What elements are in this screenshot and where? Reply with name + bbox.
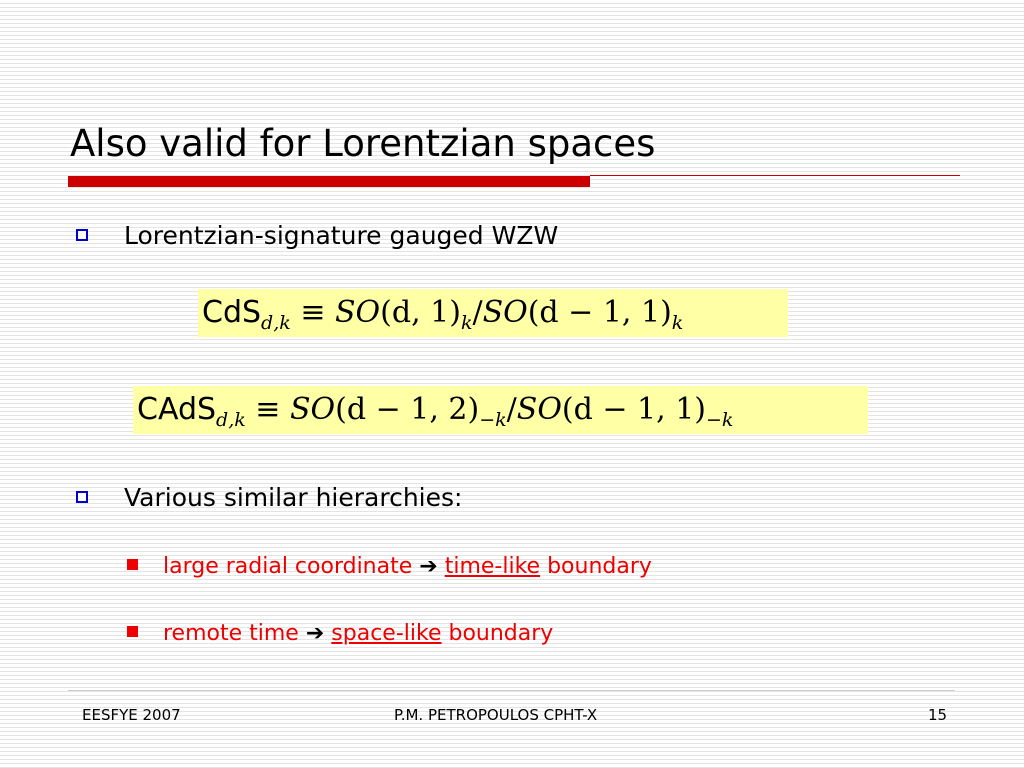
slide-title: Also valid for Lorentzian spaces <box>70 122 656 165</box>
formula-cds: CdS$_{d,k}$ ≡ SO(d, $1)_k/SO(d - 1$, $1)_k$ <box>198 289 788 337</box>
footer-left-text: EESFYE 2007 <box>82 706 181 724</box>
page-number: 15 <box>928 706 948 724</box>
sub-bullet-item: large radial coordinate ➔ time-like boundary <box>127 552 652 582</box>
square-bullet-icon <box>76 229 88 241</box>
bullet-text: Lorentzian-signature gauged WZW <box>124 221 559 250</box>
sub-bullet-link-text: time-like <box>444 554 541 579</box>
footer-divider <box>68 690 955 691</box>
footer-center-text: P.M. PETROPOULOS CPHT-X <box>394 706 598 724</box>
formula-cads: CAdS$_{d,k}$ ≡ SO(d − 1, $2)_{-k}/SO(d - 1$, $1)_{-k}$ <box>133 386 868 434</box>
sub-bullet-link-text: space-like <box>331 621 442 646</box>
filled-square-bullet-icon <box>127 626 138 637</box>
bullet-text: Various similar hierarchies: <box>124 483 463 512</box>
title-underline-bar <box>68 176 590 187</box>
right-arrow-icon: ➔ <box>305 621 325 646</box>
right-arrow-icon: ➔ <box>419 554 438 579</box>
sub-bullet-item: remote time ➔ space-like boundary <box>127 619 553 649</box>
filled-square-bullet-icon <box>127 559 138 570</box>
title-underline-line <box>590 175 960 176</box>
square-bullet-icon <box>76 491 88 503</box>
